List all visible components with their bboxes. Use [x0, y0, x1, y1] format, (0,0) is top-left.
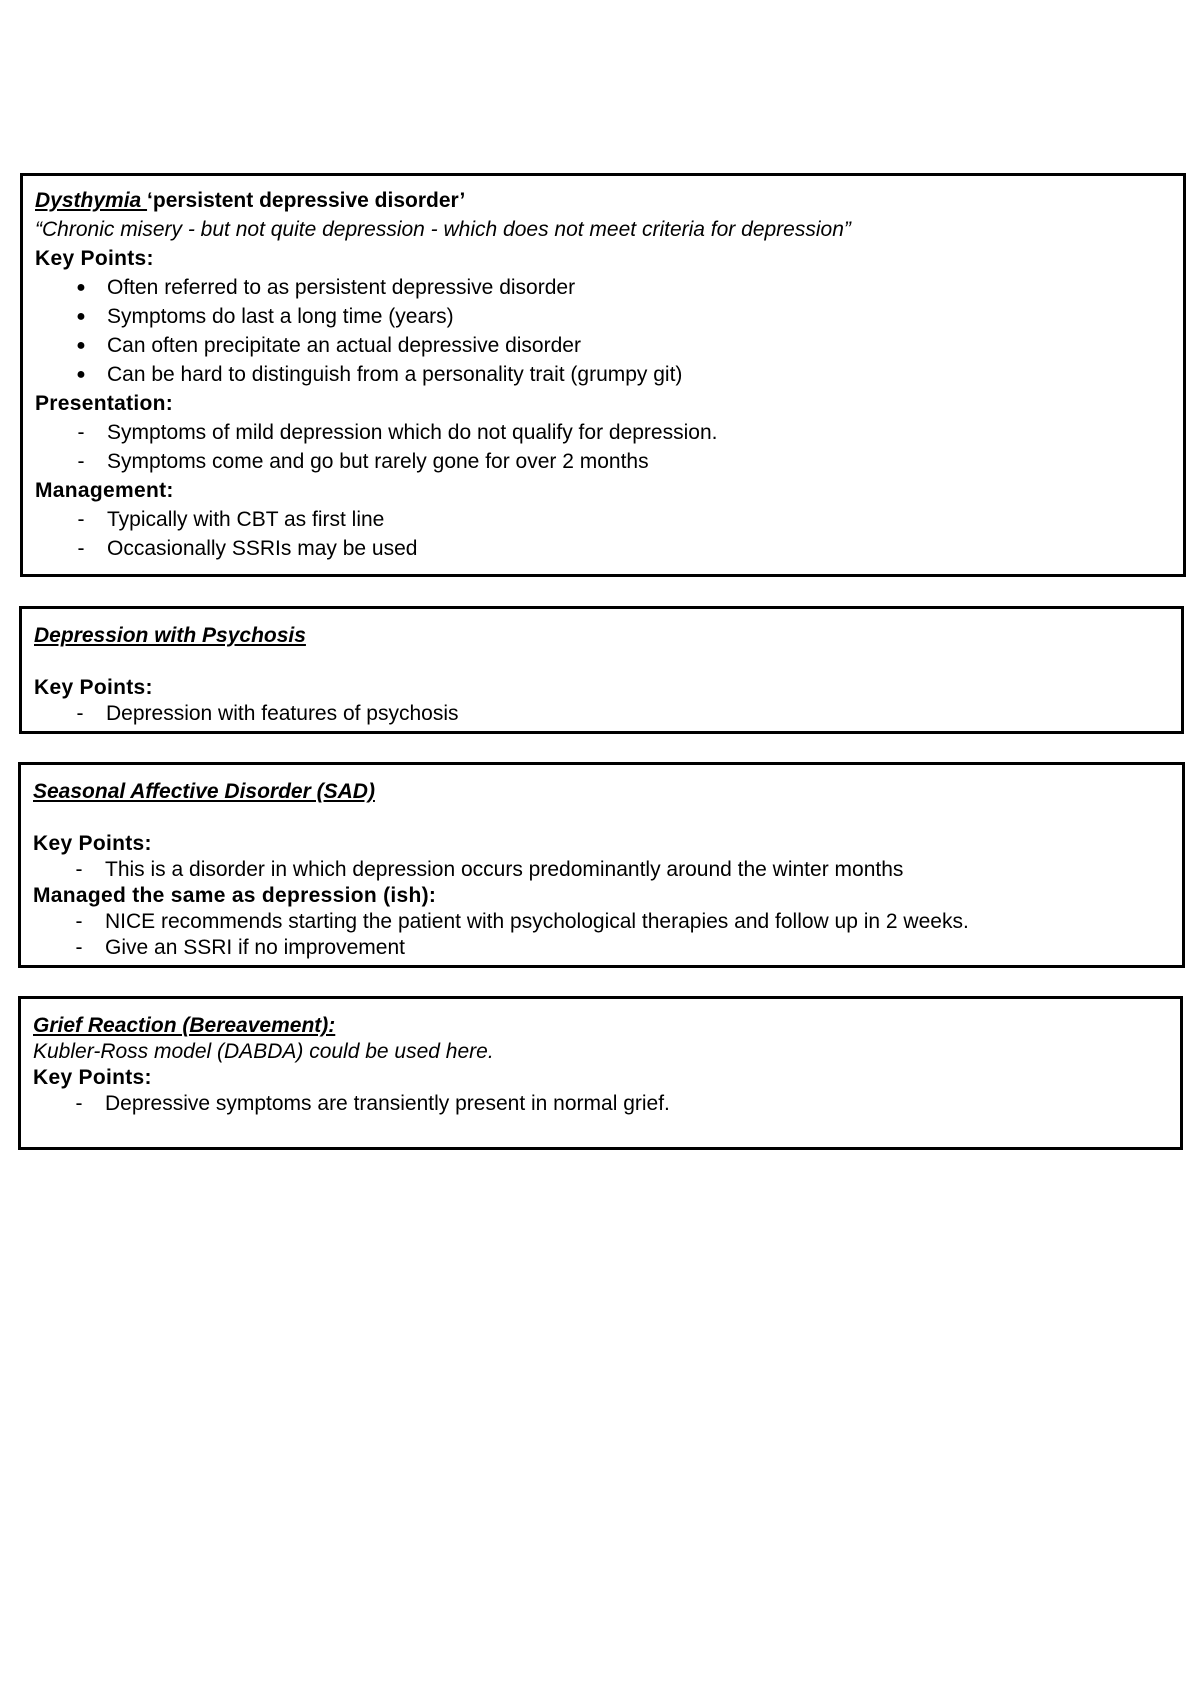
key-points-heading: Key Points: — [33, 832, 152, 855]
spacer — [34, 649, 1169, 675]
list-item — [33, 935, 1170, 961]
bullet-icon: ● — [76, 308, 86, 325]
list-item — [35, 447, 1171, 476]
list-item — [34, 701, 1169, 727]
section-title: Seasonal Affective Disorder (SAD) — [33, 780, 375, 803]
psychosis-section — [19, 606, 1184, 734]
list-item-text: Depression with features of psychosis — [106, 702, 459, 725]
list-item-text: Symptoms come and go but rarely gone for over 2 months — [107, 450, 649, 473]
dash-marker: - — [75, 1092, 83, 1115]
list-item-text: Give an SSRI if no improvement — [105, 936, 405, 959]
dash-marker: - — [77, 537, 85, 560]
key-points-list — [35, 273, 1171, 389]
section-title-rest: ‘persistent depressive disorder’ — [147, 189, 466, 212]
spacer — [33, 805, 1170, 831]
list-item-text: Depressive symptoms are transiently present in normal grief. — [105, 1092, 670, 1115]
list-item-text: Occasionally SSRIs may be used — [107, 537, 418, 560]
grief-section — [18, 996, 1183, 1150]
section-title: Depression with Psychosis — [34, 624, 306, 647]
key-points-list — [33, 857, 1170, 883]
managed-list — [33, 909, 1170, 961]
management-heading: Management: — [35, 479, 174, 502]
dash-marker: - — [75, 910, 83, 933]
list-item — [35, 534, 1171, 563]
list-item-text: Symptoms of mild depression which do not qualify for depression. — [107, 421, 718, 444]
list-item-text: Can be hard to distinguish from a personality trait (grumpy git) — [107, 363, 683, 386]
bullet-icon: ● — [76, 337, 86, 354]
section-subtitle: Kubler-Ross model (DABDA) could be used here. — [33, 1040, 494, 1063]
list-item — [35, 418, 1171, 447]
presentation-list — [35, 418, 1171, 476]
list-item-text: Typically with CBT as first line — [107, 508, 385, 531]
list-item-text: Symptoms do last a long time (years) — [107, 305, 454, 328]
management-list — [35, 505, 1171, 563]
list-item — [35, 273, 1171, 302]
key-points-list — [33, 1091, 1168, 1117]
sad-section — [18, 762, 1185, 968]
dash-marker: - — [75, 936, 83, 959]
dash-marker: - — [77, 450, 85, 473]
dash-marker: - — [75, 858, 83, 881]
list-item — [33, 1091, 1168, 1117]
list-item-text: Often referred to as persistent depressive disorder — [107, 276, 576, 299]
list-item-text: This is a disorder in which depression occurs predominantly around the winter months — [105, 858, 904, 881]
key-points-heading: Key Points: — [35, 247, 154, 270]
list-item — [33, 857, 1170, 883]
list-item — [35, 302, 1171, 331]
key-points-heading: Key Points: — [33, 1066, 152, 1089]
list-item-text: Can often precipitate an actual depressive disorder — [107, 334, 581, 357]
bullet-icon: ● — [76, 366, 86, 383]
key-points-list — [34, 701, 1169, 727]
section-title: Dysthymia — [35, 189, 148, 212]
list-item — [33, 909, 1170, 935]
presentation-heading: Presentation: — [35, 392, 174, 415]
section-title-line — [35, 186, 1171, 215]
section-title: Grief Reaction (Bereavement): — [33, 1014, 336, 1037]
dash-marker: - — [76, 702, 84, 725]
bullet-icon: ● — [76, 279, 86, 296]
dysthymia-section — [20, 173, 1186, 577]
section-quote: “Chronic misery - but not quite depression - which does not meet criteria for depression” — [35, 218, 851, 241]
list-item — [35, 505, 1171, 534]
list-item-text: NICE recommends starting the patient with psychological therapies and follow up in 2 weeks. — [105, 910, 969, 933]
dash-marker: - — [77, 421, 85, 444]
list-item — [35, 331, 1171, 360]
list-item — [35, 360, 1171, 389]
managed-heading: Managed the same as depression (ish): — [33, 884, 437, 907]
key-points-heading: Key Points: — [34, 676, 153, 699]
dash-marker: - — [77, 508, 85, 531]
